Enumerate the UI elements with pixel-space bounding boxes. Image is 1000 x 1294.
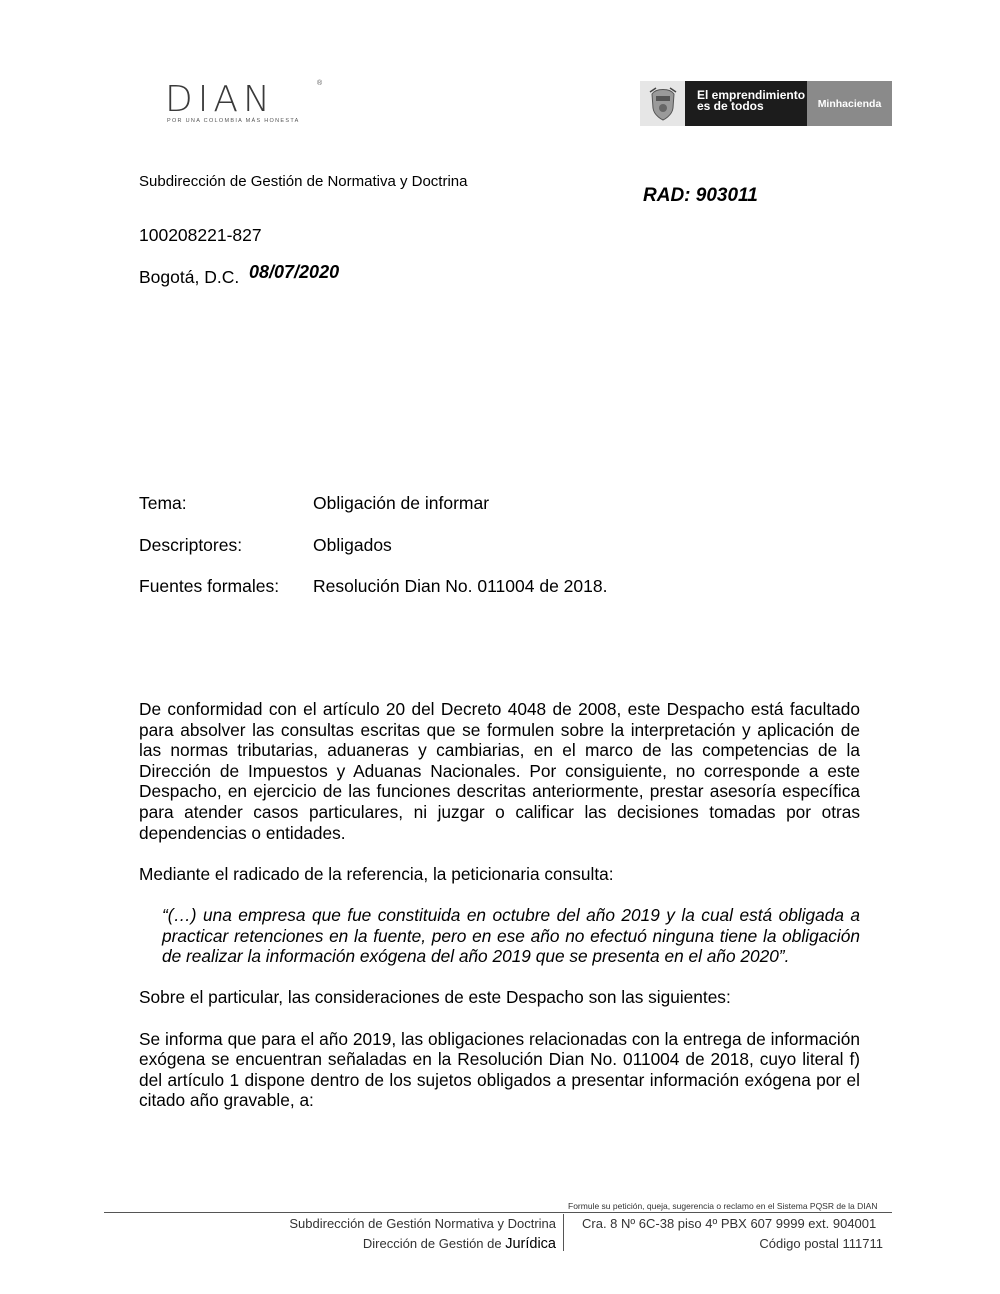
pqr-note: Formule su petición, queja, sugerencia o reclamo en el Sistema PQSR de la DIAN	[568, 1201, 878, 1211]
letter-date: 08/07/2020	[249, 262, 340, 282]
dian-logo	[165, 80, 325, 130]
fuentes-label: Fuentes formales:	[139, 576, 280, 596]
office-name: Subdirección de Gestión de Normativa y Doctrina	[139, 173, 468, 190]
reference-number: 100208221-827	[139, 225, 262, 245]
dian-tagline: POR UNA COLOMBIA MÁS HONESTA	[167, 118, 300, 124]
consultation-quote: “(…) una empresa que fue constituida en octubre del año 2019 y la cual está obligada a practicar retenciones en la fuente, pero en ese año no efectuó ninguna tiene la obligación de realizar la información exógena del año 2019 que se presenta en el año 2020”.	[162, 904, 860, 967]
ministry-label: Minhacienda	[807, 81, 892, 126]
footer-direction	[160, 1234, 556, 1254]
footer-postal-code: Código postal 111711	[759, 1236, 883, 1251]
tema-value: Obligación de informar	[313, 493, 490, 513]
footer-office: Subdirección de Gestión Normativa y Doctrina	[289, 1216, 556, 1231]
footer-left	[160, 1214, 556, 1254]
footer-direction-prefix: Dirección de Gestión de	[362, 1236, 506, 1251]
government-banner	[640, 81, 892, 126]
body-paragraph-4: Se informa que para el año 2019, las obligaciones relacionadas con la entrega de información exógena se encuentran señaladas en la Resolución Dian No. 011004 de 2018, cuyo literal f) del artículo 1 dispone dentro de los sujetos obligados a presentar información exógena por el citado año gravable, a:	[139, 1028, 860, 1111]
footer-vertical-divider	[563, 1214, 564, 1251]
footer-address: Cra. 8 Nº 6C-38 piso 4º PBX 607 9999 ext. 904001	[582, 1216, 877, 1231]
registered-mark: ®	[317, 80, 323, 87]
descriptores-value: Obligados	[313, 535, 392, 555]
letter-body	[139, 699, 860, 1131]
gov-slogan	[685, 81, 807, 126]
body-paragraph-3: Sobre el particular, las consideraciones de este Despacho son las siguientes:	[139, 987, 731, 1008]
dian-wordmark: DIAN	[165, 79, 275, 120]
gov-slogan-line1: El emprendimiento	[697, 88, 806, 102]
body-paragraph-2: Mediante el radicado de la referencia, la peticionaria consulta:	[139, 863, 614, 884]
fuentes-value: Resolución Dian No. 011004 de 2018.	[313, 576, 608, 596]
city: Bogotá, D.C.	[139, 267, 240, 287]
tema-label: Tema:	[139, 493, 187, 513]
gov-slogan-line2: es de todos	[697, 99, 764, 113]
colombia-crest-icon	[640, 81, 685, 126]
footer-right	[582, 1214, 883, 1254]
footer-direction-emph: Jurídica	[505, 1236, 556, 1252]
rad-number: RAD: 903011	[643, 185, 758, 206]
footer-divider	[104, 1212, 892, 1213]
body-paragraph-1: De conformidad con el artículo 20 del Decreto 4048 de 2008, este Despacho está facultado para absolver las consultas escritas que se formulen sobre la interpretación y aplicación de las normas tributarias, aduaneras y cambiarias, en el marco de las competencias de la Dirección de Impuestos y Aduanas Nacionales. Por consiguiente, no corresponde a este Despacho, en ejercicio de las funciones descritas anteriormente, prestar asesoría específica para atender casos particulares, ni juzgar o calificar las decisiones tomadas por otras dependencias o entidades.	[139, 699, 860, 843]
descriptores-label: Descriptores:	[139, 535, 243, 555]
